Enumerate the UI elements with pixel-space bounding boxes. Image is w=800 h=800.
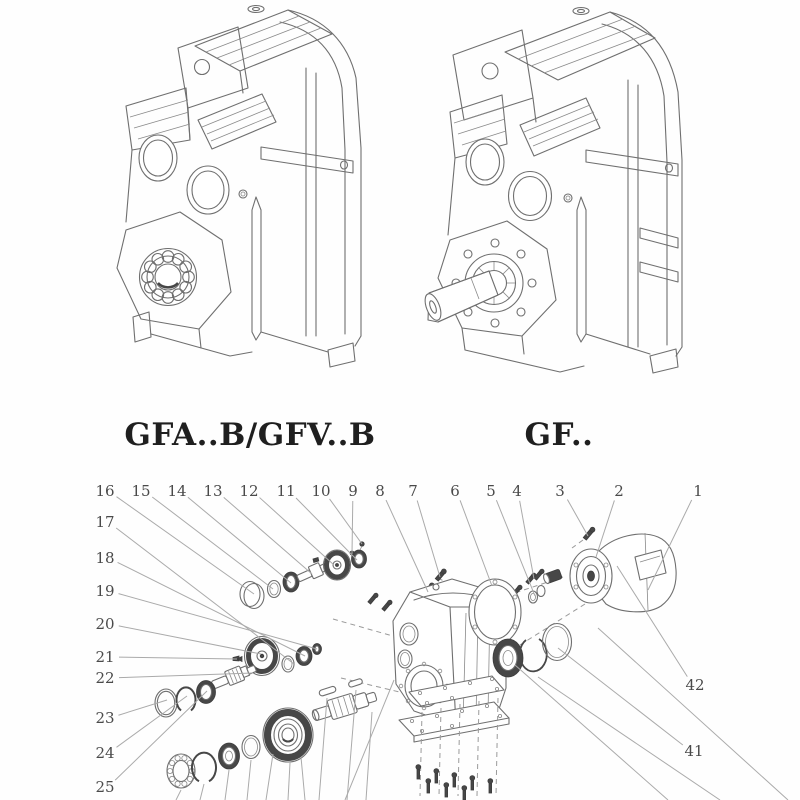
gearbox-drawing-gfab [108,0,392,395]
callout-number-14: 14 [167,482,187,500]
snap-ring-output [192,753,216,782]
coupling-sleeve [542,569,562,584]
gearbox-drawing-gf [408,0,710,398]
output-gear [263,708,313,762]
callout-number-8: 8 [375,482,385,500]
leader-line-3 [567,499,588,536]
motor-flange-gasket [469,579,521,645]
leader-line-23 [118,700,167,715]
callout-number-17: 17 [95,513,115,531]
callout-number-24: 24 [95,744,115,762]
leader-line-4 [520,501,534,579]
callout-number-9: 9 [348,482,358,500]
leader-line-8 [386,500,428,592]
gearbox-gf-line-art [422,8,682,374]
intermediate-ring [282,656,294,672]
callout-number-12: 12 [239,482,259,500]
leader-line-7 [417,501,440,577]
callout-number-25: 25 [95,778,115,796]
gearbox-gfab-line-art [117,6,361,368]
set-screw [313,558,319,563]
leader-line-21 [119,657,237,659]
leader-line-41 [558,648,683,745]
ball-bearing-cage [167,754,195,788]
exploded-parts-diagram [0,480,800,800]
leader-line-9 [352,501,353,554]
figure-label-gfab: GFA..B/GFV..B [124,417,376,453]
input-bearing [283,572,299,592]
leader-line-18 [118,562,305,656]
input-end-cap [240,582,264,609]
callout-number-13: 13 [203,482,223,500]
callout-number-6: 6 [450,482,460,500]
washers-small [529,586,546,604]
oil-seal-output [219,743,240,769]
input-gear [324,550,351,580]
callout-number-3: 3 [555,482,565,500]
callout-number-22: 22 [95,669,115,687]
callout-number-20: 20 [95,615,115,633]
leader-line-12 [260,498,334,565]
vent-screw [583,526,596,540]
callout-number-10: 10 [311,482,331,500]
leader-line-25 [115,691,207,780]
leader-line-14 [188,497,291,583]
oil-seal-input [493,639,523,677]
leader-line-19 [119,594,317,649]
callout-number-11: 11 [276,482,296,500]
callout-number-19: 19 [95,582,115,600]
snap-ring [177,687,196,710]
callout-number-2: 2 [614,482,624,500]
callout-number-41: 41 [684,742,704,760]
callout-number-42: 42 [685,676,705,694]
leader-line-17 [116,528,294,664]
figure-label-gf: GF.. [524,417,594,453]
input-shim-ring [268,581,281,598]
callout-number-21: 21 [95,648,115,666]
callout-number-7: 7 [408,482,418,500]
callout-number-4: 4 [512,482,522,500]
leader-line-11 [296,498,357,560]
machine-key-1 [319,686,337,697]
spacer-ring [242,736,260,759]
leader-line-24 [116,696,187,747]
callout-number-1: 1 [693,482,703,500]
electric-motor [570,533,676,612]
leader-line-13 [224,497,312,574]
callout-number-18: 18 [95,549,115,567]
callout-number-15: 15 [131,482,151,500]
callout-number-5: 5 [486,482,496,500]
leader-line-15 [152,497,273,589]
callout-number-16: 16 [95,482,115,500]
leader-line-6 [460,500,492,586]
callout-number-23: 23 [95,709,115,727]
machine-key-2 [348,678,363,688]
leader-line-16 [117,497,254,594]
leader-line-20 [119,626,261,654]
